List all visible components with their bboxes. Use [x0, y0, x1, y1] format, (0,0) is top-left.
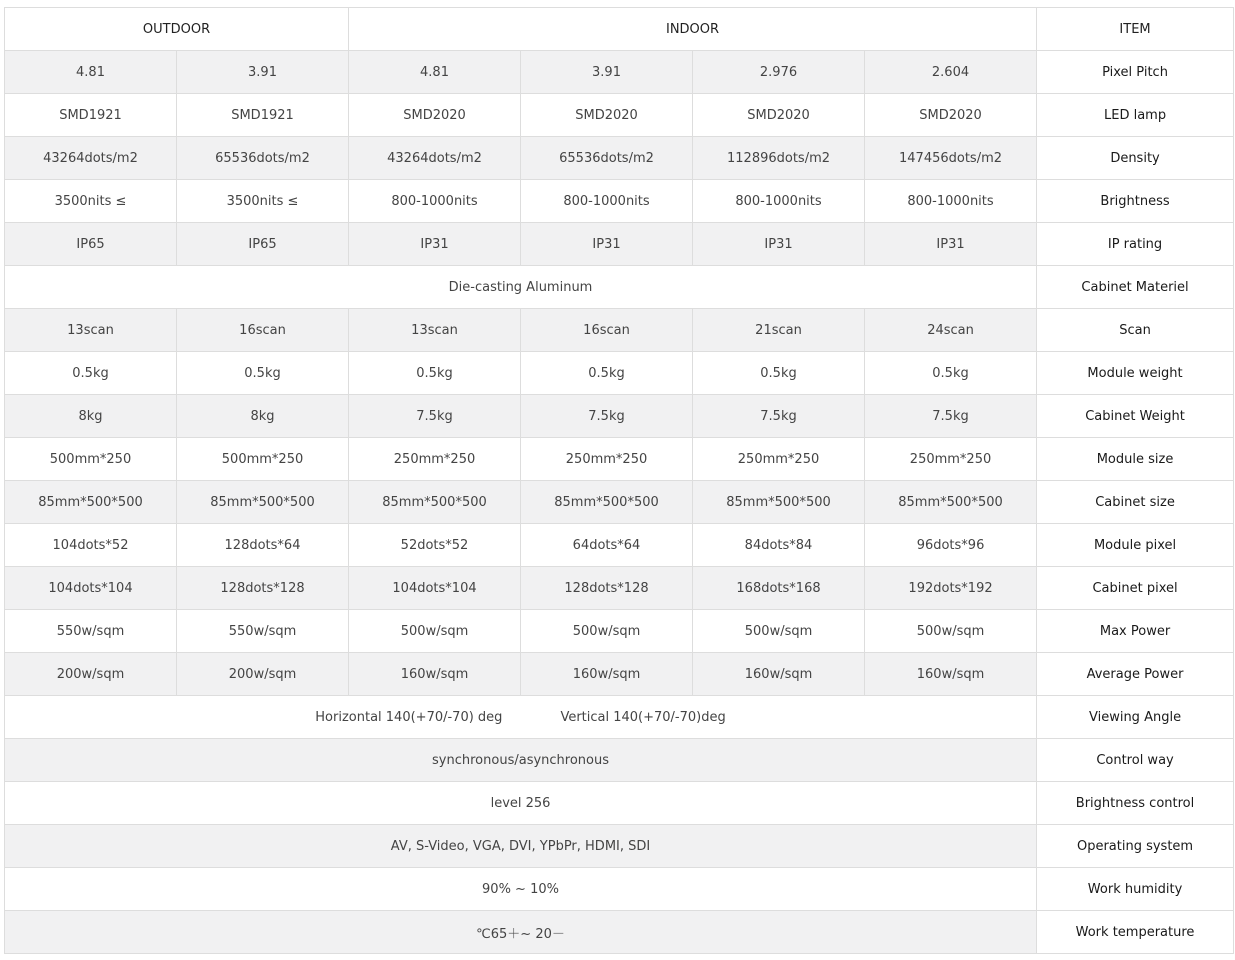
- cell: 85mm*500*500: [693, 481, 865, 524]
- cell: 500w/sqm: [521, 610, 693, 653]
- viewing-angle-vertical: Vertical 140(+70/-70)deg: [560, 709, 726, 725]
- merged-cell: [5, 696, 1037, 739]
- row-control-way: [5, 739, 1234, 782]
- cell: 65536dots/m2: [521, 137, 693, 180]
- cell: SMD2020: [693, 94, 865, 137]
- spec-table-container: [4, 7, 1234, 954]
- cell: 7.5kg: [865, 395, 1037, 438]
- cell: 160w/sqm: [521, 653, 693, 696]
- cell: 104dots*52: [5, 524, 177, 567]
- row-brightness: [5, 180, 1234, 223]
- cell: 2.604: [865, 51, 1037, 94]
- cell: 7.5kg: [693, 395, 865, 438]
- row-cabinet-pixel: [5, 567, 1234, 610]
- merged-cell: AV, S-Video, VGA, DVI, YPbPr, HDMI, SDI: [5, 825, 1037, 868]
- cell: 24scan: [865, 309, 1037, 352]
- header-row: [5, 8, 1234, 51]
- cell: 200w/sqm: [177, 653, 349, 696]
- row-ip-rating: [5, 223, 1234, 266]
- cell: 250mm*250: [693, 438, 865, 481]
- cell: 85mm*500*500: [349, 481, 521, 524]
- cell: 128dots*128: [521, 567, 693, 610]
- row-module-size: [5, 438, 1234, 481]
- cell: 0.5kg: [865, 352, 1037, 395]
- row-brightness-control: [5, 782, 1234, 825]
- merged-cell: synchronous/asynchronous: [5, 739, 1037, 782]
- cell: 96dots*96: [865, 524, 1037, 567]
- cell: 500w/sqm: [693, 610, 865, 653]
- cell: 13scan: [349, 309, 521, 352]
- item-label: LED lamp: [1037, 94, 1234, 137]
- item-label: Cabinet pixel: [1037, 567, 1234, 610]
- row-viewing-angle: [5, 696, 1234, 739]
- cell: 4.81: [5, 51, 177, 94]
- cell: SMD2020: [521, 94, 693, 137]
- cell: 7.5kg: [521, 395, 693, 438]
- row-density: [5, 137, 1234, 180]
- item-label: Density: [1037, 137, 1234, 180]
- cell: 500w/sqm: [865, 610, 1037, 653]
- cell: 52dots*52: [349, 524, 521, 567]
- row-operating-system: [5, 825, 1234, 868]
- item-header: ITEM: [1037, 8, 1234, 51]
- spec-table: [4, 7, 1234, 954]
- merged-cell: 90% ~ 10%: [5, 868, 1037, 911]
- cell: 43264dots/m2: [349, 137, 521, 180]
- item-label: Brightness control: [1037, 782, 1234, 825]
- cell: 3.91: [177, 51, 349, 94]
- row-cabinet-weight: [5, 395, 1234, 438]
- cell: 104dots*104: [349, 567, 521, 610]
- item-label: Cabinet size: [1037, 481, 1234, 524]
- cell: 0.5kg: [5, 352, 177, 395]
- cell: 500w/sqm: [349, 610, 521, 653]
- cell: 160w/sqm: [693, 653, 865, 696]
- cell: IP31: [693, 223, 865, 266]
- cell: 2.976: [693, 51, 865, 94]
- cell: 85mm*500*500: [5, 481, 177, 524]
- cell: 65536dots/m2: [177, 137, 349, 180]
- cell: 7.5kg: [349, 395, 521, 438]
- item-label: Brightness: [1037, 180, 1234, 223]
- item-label: Module size: [1037, 438, 1234, 481]
- cell: 112896dots/m2: [693, 137, 865, 180]
- cell: 250mm*250: [349, 438, 521, 481]
- item-label: Max Power: [1037, 610, 1234, 653]
- cell: 800-1000nits: [865, 180, 1037, 223]
- cell: IP65: [5, 223, 177, 266]
- cell: 104dots*104: [5, 567, 177, 610]
- cell: 84dots*84: [693, 524, 865, 567]
- cell: SMD1921: [5, 94, 177, 137]
- cell: 800-1000nits: [693, 180, 865, 223]
- cell: 160w/sqm: [349, 653, 521, 696]
- cell: 800-1000nits: [349, 180, 521, 223]
- cell: 43264dots/m2: [5, 137, 177, 180]
- cell: 0.5kg: [349, 352, 521, 395]
- cell: IP31: [865, 223, 1037, 266]
- cell: 250mm*250: [865, 438, 1037, 481]
- row-cabinet-size: [5, 481, 1234, 524]
- item-label: Pixel Pitch: [1037, 51, 1234, 94]
- item-label: Module pixel: [1037, 524, 1234, 567]
- cell: 3.91: [521, 51, 693, 94]
- cell: 13scan: [5, 309, 177, 352]
- item-label: Cabinet Weight: [1037, 395, 1234, 438]
- row-cabinet-materiel: [5, 266, 1234, 309]
- cell: 0.5kg: [177, 352, 349, 395]
- cell: 128dots*64: [177, 524, 349, 567]
- item-label: Work humidity: [1037, 868, 1234, 911]
- cell: 8kg: [177, 395, 349, 438]
- row-module-weight: [5, 352, 1234, 395]
- row-module-pixel: [5, 524, 1234, 567]
- row-work-temperature: [5, 911, 1234, 954]
- row-led-lamp: [5, 94, 1234, 137]
- row-pixel-pitch: [5, 51, 1234, 94]
- cell: 16scan: [177, 309, 349, 352]
- cell: 85mm*500*500: [521, 481, 693, 524]
- cell: 0.5kg: [521, 352, 693, 395]
- row-scan: [5, 309, 1234, 352]
- cell: 800-1000nits: [521, 180, 693, 223]
- cell: 3500nits ≤: [177, 180, 349, 223]
- item-label: IP rating: [1037, 223, 1234, 266]
- merged-cell: ℃65＋~ 20－: [5, 911, 1037, 954]
- cell: 3500nits ≤: [5, 180, 177, 223]
- cell: SMD2020: [349, 94, 521, 137]
- cell: 0.5kg: [693, 352, 865, 395]
- indoor-header: INDOOR: [349, 8, 1037, 51]
- cell: 192dots*192: [865, 567, 1037, 610]
- row-average-power: [5, 653, 1234, 696]
- cell: 4.81: [349, 51, 521, 94]
- cell: SMD1921: [177, 94, 349, 137]
- cell: IP31: [349, 223, 521, 266]
- cell: 550w/sqm: [177, 610, 349, 653]
- cell: 250mm*250: [521, 438, 693, 481]
- merged-cell: Die-casting Aluminum: [5, 266, 1037, 309]
- cell: 147456dots/m2: [865, 137, 1037, 180]
- cell: 550w/sqm: [5, 610, 177, 653]
- item-label: Control way: [1037, 739, 1234, 782]
- cell: 8kg: [5, 395, 177, 438]
- cell: 128dots*128: [177, 567, 349, 610]
- item-label: Cabinet Materiel: [1037, 266, 1234, 309]
- item-label: Work temperature: [1037, 911, 1234, 954]
- item-label: Scan: [1037, 309, 1234, 352]
- cell: 168dots*168: [693, 567, 865, 610]
- cell: 85mm*500*500: [865, 481, 1037, 524]
- item-label: Operating system: [1037, 825, 1234, 868]
- cell: IP65: [177, 223, 349, 266]
- cell: 16scan: [521, 309, 693, 352]
- cell: 160w/sqm: [865, 653, 1037, 696]
- item-label: Average Power: [1037, 653, 1234, 696]
- item-label: Module weight: [1037, 352, 1234, 395]
- cell: 500mm*250: [5, 438, 177, 481]
- cell: IP31: [521, 223, 693, 266]
- cell: 85mm*500*500: [177, 481, 349, 524]
- cell: 200w/sqm: [5, 653, 177, 696]
- cell: 500mm*250: [177, 438, 349, 481]
- cell: 64dots*64: [521, 524, 693, 567]
- merged-cell: level 256: [5, 782, 1037, 825]
- outdoor-header: OUTDOOR: [5, 8, 349, 51]
- row-max-power: [5, 610, 1234, 653]
- viewing-angle-horizontal: Horizontal 140(+70/-70) deg: [315, 709, 503, 725]
- cell: 21scan: [693, 309, 865, 352]
- row-work-humidity: [5, 868, 1234, 911]
- item-label: Viewing Angle: [1037, 696, 1234, 739]
- cell: SMD2020: [865, 94, 1037, 137]
